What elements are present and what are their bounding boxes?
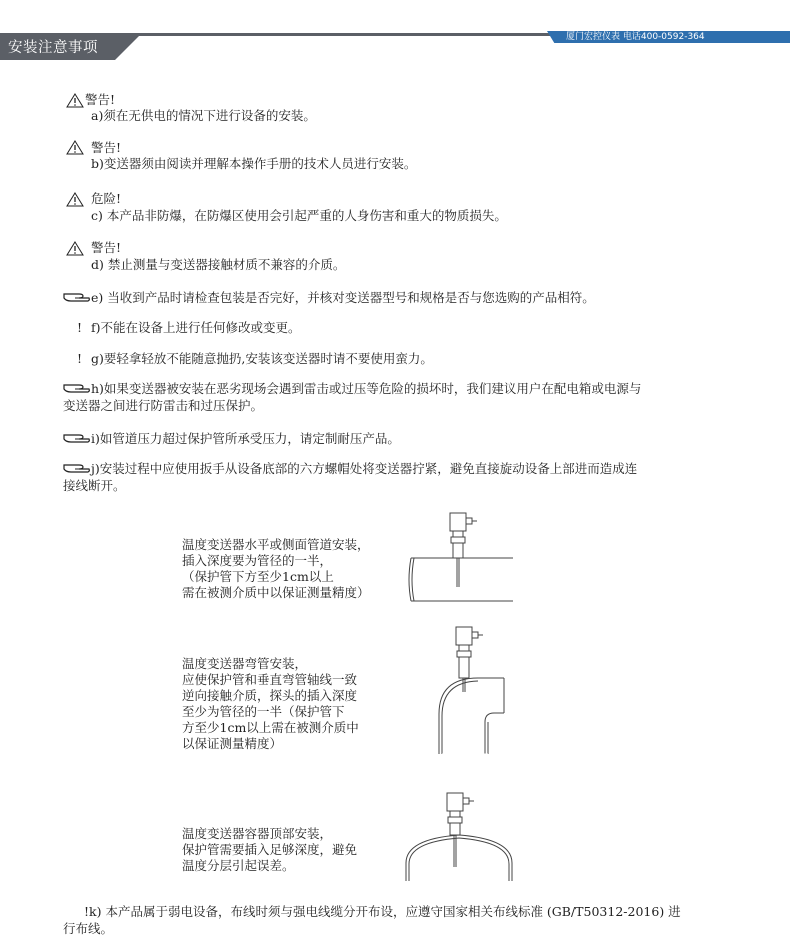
item-k-line2: 行布线。 (63, 921, 114, 936)
item-j-line1: j)安装过程中应使用扳手从设备底部的六方螺帽处将变送器拧紧，避免直接旋动设备上部进而造成连 (91, 461, 638, 476)
item-f-mark: ! (77, 320, 83, 335)
page-header (0, 0, 790, 62)
figure-2-caption: 温度变送器弯管安装， 应使保护管和垂直弯管轴线一致 逆向接触介质，探头的插入深度 至少为管径的一半（保护管下 方至少1cm以上需在被测介质中 以保证测量精度） (182, 656, 359, 751)
warning-triangle-icon (66, 93, 84, 108)
item-j-line2: 接线断开。 (63, 478, 126, 493)
notice-a-text: a)须在无供电的情况下进行设备的安装。 (91, 108, 316, 123)
pointing-hand-icon (63, 461, 91, 474)
item-h-line1: h)如果变送器被安装在恶劣现场会遇到雷击或过压等危险的损坏时，我们建议用户在配电箱或电源与 (91, 381, 642, 396)
pointing-hand-icon (63, 290, 91, 303)
item-k-line1: !k) 本产品属于弱电设备，布线时须与强电线缆分开布设，应遵守国家相关布线标准 (GB/T50312-2016) 进 (84, 904, 681, 919)
contact-text: 厦门宏控仪表 电话400-0592-364 (566, 32, 705, 42)
figure-1-caption: 温度变送器水平或侧面管道安装， 插入深度要为管径的一半， （保护管下方至少1cm以上 需在被测介质中以保证测量精度） (182, 537, 370, 600)
notice-a-title: 警告! (85, 92, 116, 107)
section-title: 安装注意事项 (8, 40, 98, 56)
horizontal-pipe-diagram (405, 505, 515, 605)
notice-d-title: 警告! (91, 240, 122, 255)
item-g-mark: ! (77, 351, 83, 366)
notice-b-text: b)变送器须由阅读并理解本操作手册的技术人员进行安装。 (91, 156, 417, 171)
vessel-top-diagram (402, 785, 517, 885)
pointing-hand-icon (63, 381, 91, 394)
notice-b-title: 警告! (91, 140, 122, 155)
pointing-hand-icon (63, 431, 91, 444)
warning-triangle-icon (66, 192, 84, 207)
figure-3-caption: 温度变送器容器顶部安装， 保护管需要插入足够深度，避免 温度分层引起误差。 (182, 826, 358, 873)
item-f-text: f)不能在设备上进行任何修改或变更。 (91, 320, 301, 335)
notice-d-text: d) 禁止测量与变送器接触材质不兼容的介质。 (91, 257, 346, 272)
notice-c-text: c) 本产品非防爆，在防爆区使用会引起严重的人身伤害和重大的物质损失。 (91, 208, 507, 223)
item-g-text: g)要轻拿轻放不能随意抛扔,安装该变送器时请不要使用蛮力。 (91, 351, 433, 366)
item-i-text: i)如管道压力超过保护管所承受压力，请定制耐压产品。 (91, 431, 400, 446)
notice-c-title: 危险! (91, 191, 122, 206)
item-e-text: e) 当收到产品时请检查包装是否完好，并核对变送器型号和规格是否与您选购的产品相符。 (91, 290, 595, 305)
elbow-pipe-diagram (430, 622, 520, 757)
warning-triangle-icon (66, 140, 84, 155)
warning-triangle-icon (66, 241, 84, 256)
item-h-line2: 变送器之间进行防雷击和过压保护。 (63, 398, 264, 413)
